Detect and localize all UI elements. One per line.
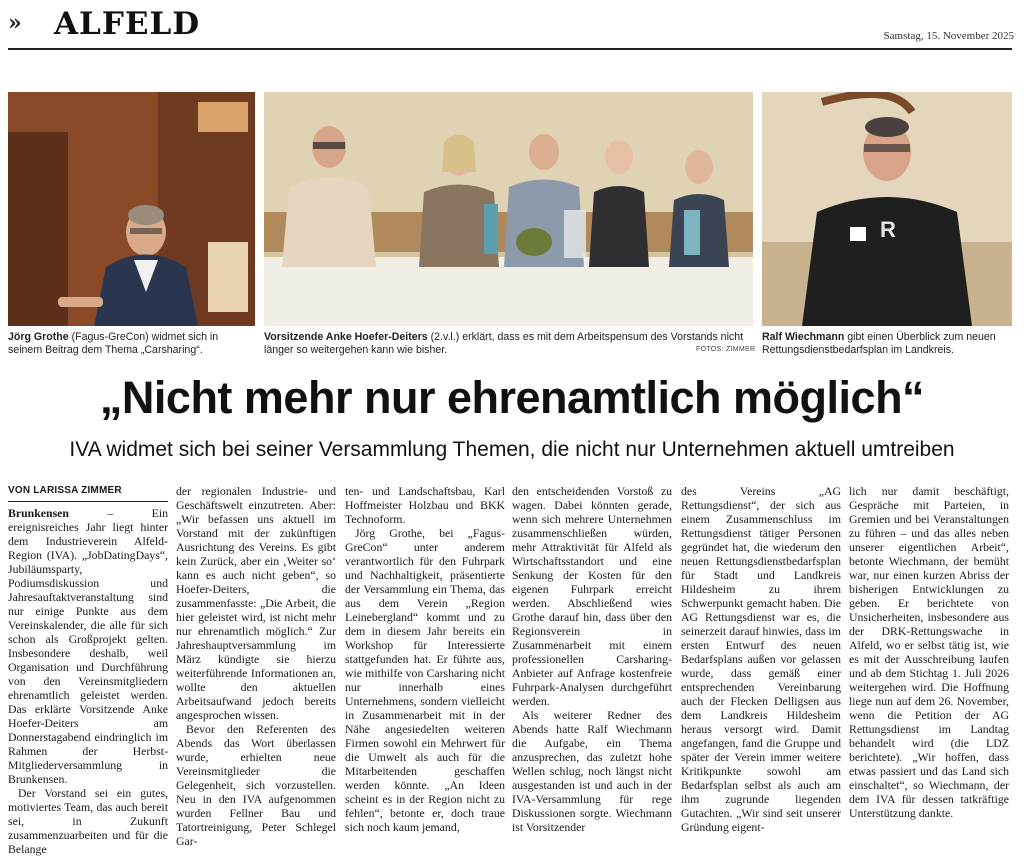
paragraph: Der Vorstand sei ein gutes, motiviertes Team, das auch bereit sei, in Zukunft zusammenzuarbeiten und für die Belange [8,786,168,856]
article-column-3 [345,484,505,834]
svg-text:R: R [880,217,896,242]
paragraph: lich nur damit beschäftigt, Gespräche mit Parteien, in Gremien und bei Veranstaltungen zu führen – und das alles neben unserer eigentlichen Arbeit“, betonte Wiechmann, der bemüht war, nur einen kurzen Abriss der bisherigen Entwicklungen zu geben. Er berichtete von Unsicherheiten, insbesondere aus der DRK-Rettungswache in Alfeld, wo er selbst tätig ist, wie es mit der Ausschreibung laufen und ab dem Stichtag 1. Juli 2026 weitergehen wird. Die Hoffnung liege nun auf dem 26. November, wenn die Petition der AG Rettungsdienst im Landtag behandelt wird (die LDZ berichtete). „Wir hoffen, dass etwas passiert und das Land sich einschaltet“, so Wiechmann, der dem IVA für dessen tatkräftige Unterstützung dankte. [849,484,1009,820]
section-chevron-icon: » [8,10,22,36]
caption-name: Vorsitzende Anke Hoefer-Deiters [264,331,428,343]
paragraph: Jörg Grothe, bei „Fagus-GreCon“ unter anderem verantwortlich für den Fuhrpark und Nachhaltigkeit, präsentierte der Versammlung ein Thema, das aus dem Verein „Region Leinebergland“ kommt und zu dem in diesem Jahr bereits ein Workshop für Interessierte stattgefunden hat. Er führte aus, wie mithilfe von Carsharing nicht nur innerhalb eines Unternehmens, sondern vielleicht in Zusammenarbeit mit in der Nähe angesiedelten weiteren Firmen sowohl ein Mehrwert für die Umwelt als auch für die Mitarbeitenden geschaffen werden könnte. „An Ideen scheint es in der Region nicht zu fehlen“, betonte er, doch traue sich noch kaum jemand, [345,526,505,834]
dateline: Brunkensen [8,506,69,520]
paragraph-text: – Ein ereignisreiches Jahr liegt hinter dem Industrieverein Alfeld-Region (IVA). „JobDatingDays“, Jubiläumsparty, Podiumsdiskussion und Jahresauftaktveranstaltung sind nur einige Punkte aus dem Vereinskalender, die alle für sich schon als Großprojekt gelten. Insbesondere deshalb, weil Organisation und Durchführung von den Vereinsmitgliedern ehrenamtlich geleistet werden. Das erklärte Vorsitzende Anke Hoefer-Deiters am Donnerstagabend eindringlich im Rahmen der Herbst-Mitgliederversammlung in Brunkensen. [8,506,168,786]
article-column-1 [8,484,168,856]
paragraph: Bevor den Referenten des Abends das Wort überlassen wurde, erhielten neue Vereinsmitglieder die Gelegenheit, sich vorzustellen. Neu in den IVA aufgenommen wurden Fellner Bau und Tatortreinigung, Peter Schlegel Gar- [176,722,336,848]
photo-ralf-wiechmann [762,92,1012,326]
photo-caption-3 [762,331,1012,357]
article-column-5 [681,484,841,834]
paragraph: den entscheidenden Vorstoß zu wagen. Dabei könnten gerade, wenn sich mehrere Unternehmen zusammenschließen würden, mehr Attraktivität für Alfeld als Wirtschaftsstandort und eine Senkung der Kosten für den eigenen Fuhrpark erreicht werden. Abschließend wies Grothe darauf hin, dass über den Regionsverein in Zusammenarbeit mit einem professionellen Carsharing-Anbieter auf Anfrage kostenfreie Fuhrpark-Analysen durchgeführt werden. [512,484,672,708]
byline: VON LARISSA ZIMMER [8,484,168,502]
photo-caption-1 [8,331,255,357]
photo-panel-board [264,92,753,326]
section-title: ALFELD [54,6,201,42]
article-column-6 [849,484,1009,820]
caption-text: gibt einen Überblick zum neuen Rettungsdienstbedarfsplan im Landkreis. [762,331,996,356]
article-subheadline: IVA widmet sich bei seiner Versammlung Themen, die nicht nur Unternehmen aktuell umtreiben [69,438,955,461]
photo-joerg-grothe [8,92,255,326]
header-rule [8,48,1012,50]
article-headline: „Nicht mehr nur ehrenamtlich möglich“ [99,372,925,423]
photo-caption-2 [264,331,756,357]
issue-date: Samstag, 15. November 2025 [883,30,1014,42]
paragraph: des Vereins „AG Rettungsdienst“, der sich aus einem Zusammenschluss im Rettungsdienst tätiger Personen gegründet hat, die wiederum den neuen Rettungsdienstbedarfsplan für Stadt und Landkreis Hildesheim zu ihrem Schwerpunkt gemacht haben. Die AG Rettungsdienst war es, die seinerzeit darauf hinwies, dass im ersten Entwurf des neuen Bedarfsplans außen vor gelassen wurde, dass gemäß einer entsprechenden Vereinbarung auch der Flecken Delligsen aus dem Landkreis Hildesheim heraus versorgt wird. Damit angefangen, fand die Gruppe und später der Verein immer weitere Kritikpunkte sowohl am Bedarfsplan selbst als auch am ihm zugrunde liegenden Gutachten. „Wir sind seit unserer Gründung eigent- [681,484,841,834]
article-column-2 [176,484,336,848]
caption-name: Jörg Grothe [8,331,69,343]
caption-text: (Fagus-GreCon) widmet sich in seinem Beitrag dem Thema „Carsharing“. [8,331,219,356]
caption-text: (2.v.l.) erklärt, dass es mit dem Arbeitspensum des Vorstands nicht länger so weitergehen kann wie bisher. [264,331,744,356]
paragraph: ten- und Landschaftsbau, Karl Hoffmeister Holzbau und BKK Technoform. [345,484,505,526]
paragraph [8,506,168,786]
article-column-4 [512,484,672,834]
page-header [8,6,1018,46]
caption-name: Ralf Wiechmann [762,331,845,343]
paragraph: der regionalen Industrie- und Geschäftswelt einzutreten. Aber: „Wir befassen uns aktuell im Vorstand mit der zukünftigen Ausrichtung des Vereins. Es gibt kein Zurück, aber ein ‚Weiter so‘ kann es auch nicht geben“, so Hoefer-Deiters, die zusammenfasste: „Die Arbeit, die hier geleistet wird, ist nicht mehr nur ehrenamtlich möglich.“ Zur Jahreshauptversammlung im März kündigte sie hierzu weiterführende Informationen an, wollte den aktuellen Arbeitsaufwand jedoch bereits angesprochen wissen. [176,484,336,722]
photo-credit: FOTOS: ZIMMER [696,346,756,353]
paragraph: Als weiterer Redner des Abends hatte Ralf Wiechmann die Aufgabe, ein Thema anzusprechen, das zuletzt hohe Wellen schlug, noch längst nicht ausgestanden ist und auch in der IVA-Versammlung für rege Diskussionen sorgte. Wiechmann ist Vorsitzender [512,708,672,834]
